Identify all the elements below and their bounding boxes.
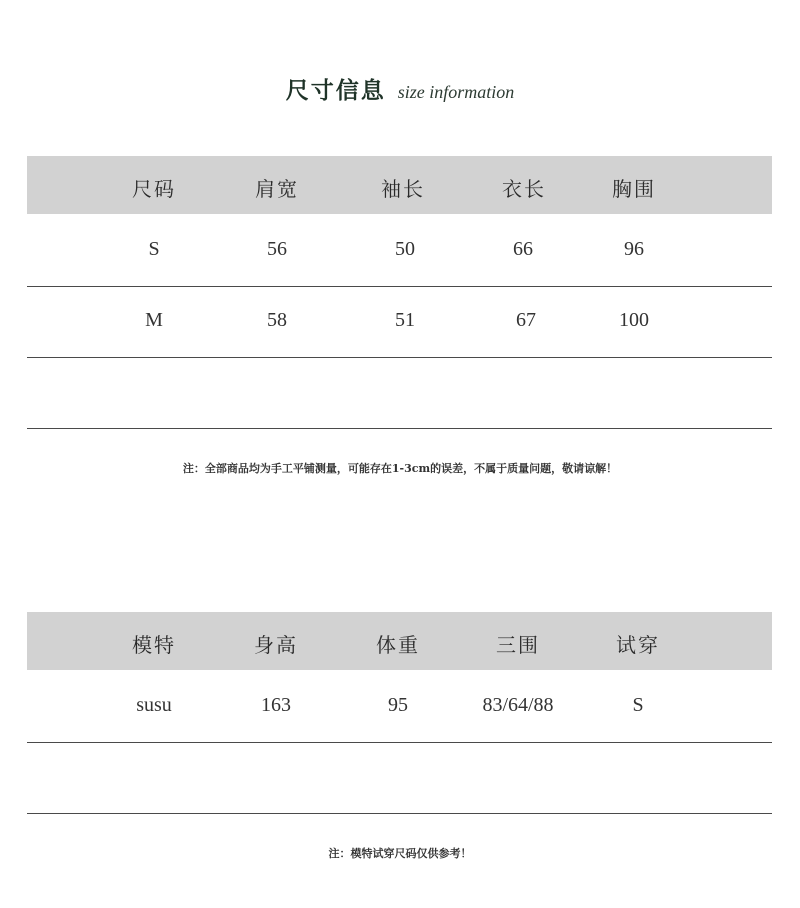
cell-measurements: 83/64/88 <box>482 694 554 716</box>
cell-chest: 96 <box>624 238 644 260</box>
cell-size: S <box>148 238 160 260</box>
cell-weight: 95 <box>388 694 408 716</box>
cell-shoulder: 58 <box>267 309 287 331</box>
header-model: 模特 <box>132 633 176 657</box>
cell-height: 163 <box>261 694 291 716</box>
header-fitting: 试穿 <box>616 633 660 657</box>
table-row <box>27 286 772 358</box>
title-english: size information <box>397 82 515 102</box>
header-weight: 体重 <box>376 633 420 657</box>
page-title <box>0 72 800 105</box>
model-table-header <box>27 612 772 670</box>
size-table-header <box>27 156 772 214</box>
header-measurements: 三围 <box>496 633 540 657</box>
table-row <box>27 215 772 287</box>
cell-chest: 100 <box>619 309 649 331</box>
cell-size: M <box>145 309 163 331</box>
cell-length: 66 <box>513 238 533 260</box>
header-chest: 胸围 <box>612 177 656 201</box>
header-shoulder: 肩宽 <box>255 177 299 201</box>
table-row-empty <box>27 357 772 429</box>
model-note: 注：模特试穿尺码仅供参考！ <box>328 847 472 860</box>
header-length: 衣长 <box>502 177 546 201</box>
cell-fitting: S <box>632 694 644 716</box>
header-sleeve: 袖长 <box>381 177 425 201</box>
cell-length: 67 <box>516 309 536 331</box>
cell-sleeve: 50 <box>395 238 415 260</box>
header-height: 身高 <box>254 633 298 657</box>
table-row-empty <box>27 742 772 814</box>
title-chinese: 尺寸信息 <box>285 77 386 104</box>
table-row <box>27 671 772 743</box>
size-note: 注：全部商品均为手工平铺测量，可能存在1-3cm的误差，不属于质量问题，敬请谅解！ <box>182 462 618 475</box>
header-size: 尺码 <box>132 177 176 201</box>
cell-sleeve: 51 <box>395 309 415 331</box>
cell-model: susu <box>136 694 172 716</box>
cell-shoulder: 56 <box>267 238 287 260</box>
